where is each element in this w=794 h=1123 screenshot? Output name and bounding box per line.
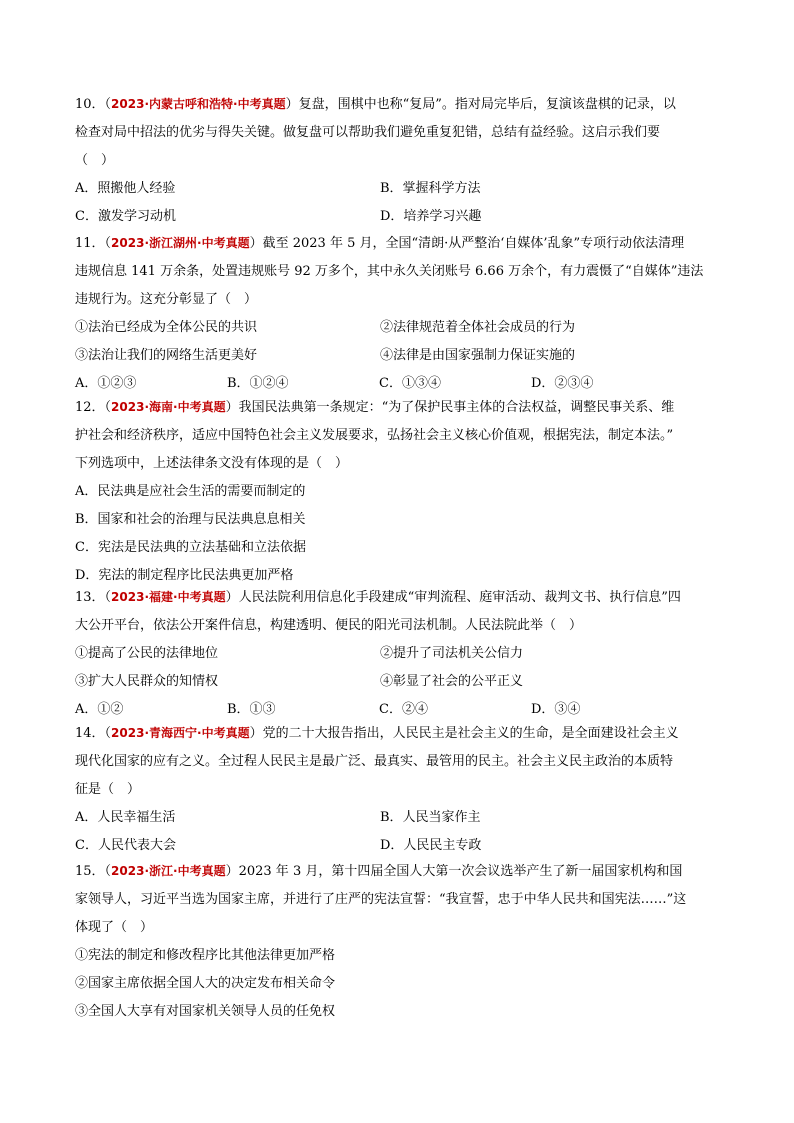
option-d: D．培养学习兴趣 [380,209,482,224]
option-b: B．国家和社会的治理与民法典息息相关 [75,512,306,527]
question-stem-line: 检查对局中招法的优劣与得失关键。做复盘可以帮助我们避免重复犯错，总结有益经验。这启示我们要 [75,125,661,140]
question-14 [75,719,725,860]
question-number: 14．（ [75,726,112,741]
question-10 [75,90,725,231]
option-a: A．民法典是应社会生活的需要而制定的 [75,484,306,499]
option-d: D．③④ [531,702,581,717]
question-stem-line: 大公开平台，依法公开案件信息，构建透明、便民的阳光司法机制。人民法院此举（ ） [75,618,583,633]
question-stem-line: 征是（ ） [75,782,141,797]
question-stem-line: （ ） [75,153,115,168]
statement-4: ④彰显了社会的公平正义 [380,674,524,689]
question-stem-line: 下列选项中，上述法律条文没有体现的是（ ） [75,456,349,471]
statement-2: ②国家主席依据全国人大的决定发布相关命令 [75,976,336,991]
option-b: B．掌握科学方法 [380,181,481,196]
statement-4: ④法律是由国家强制力保证实施的 [380,348,576,363]
statements-row [75,640,725,668]
question-stem-line: 14．（2023·青海西宁·中考真题）党的二十大报告指出，人民民主是社会主义的生命，是全面建设社会主义 [75,726,679,741]
question-source: 2023·海南·中考真题 [111,400,226,414]
question-source: 2023·福建·中考真题 [111,590,226,604]
question-number: 13．（ [75,590,112,605]
question-stem-line: 违规行为。这充分彰显了（ ） [75,292,258,307]
question-stem-line: 10．（2023·内蒙古呼和浩特·中考真题）复盘，围棋中也称“复局”。指对局完毕后，复演该盘棋的记录，以 [75,97,676,112]
option-b: B．①③ [227,702,276,717]
question-stem-line: 15．（2023·浙江·中考真题）2023 年 3 月，第十四届全国人大第一次会议选举产生了新一届国家机构和国 [75,864,683,879]
option-d: D．人民民主专政 [380,838,482,853]
question-source: 2023·青海西宁·中考真题 [111,726,250,740]
option-c: C．①③④ [379,376,441,391]
statements-row [75,668,725,696]
question-15 [75,857,725,1026]
question-stem-line: 违规信息 141 万余条，处置违规账号 92 万多个，其中永久关闭账号 6.66 万余个，有力震慑了“自媒体”违法 [75,264,704,279]
question-12 [75,393,725,590]
option-c: C．②④ [379,702,428,717]
question-stem-line: 家领导人，习近平当选为国家主席，并进行了庄严的宪法宣誓：“我宣誓，忠于中华人民共和国宪法……”这 [75,892,687,907]
options-row [75,175,725,203]
option-d: D．宪法的制定程序比民法典更加严格 [75,568,294,583]
question-stem-line: 11．（2023·浙江湖州·中考真题）截至 2023 年 5 月，全国“清朗·从严整治‘自媒体’乱象”专项行动依法清理 [75,236,685,251]
options-row [75,832,725,860]
option-d: D．②③④ [531,376,594,391]
option-b: B．人民当家作主 [380,810,481,825]
question-11 [75,229,725,398]
statement-1: ①宪法的制定和修改程序比其他法律更加严格 [75,948,336,963]
option-a: A．①②③ [75,376,137,391]
statements-row [75,342,725,370]
statement-3: ③全国人大享有对国家机关领导人员的任免权 [75,1004,336,1019]
option-a: A．①② [75,702,124,717]
question-stem-line: 12．（2023·海南·中考真题）我国民法典第一条规定：“为了保护民事主体的合法权益，调整民事关系、维 [75,400,675,415]
option-a: A．照搬他人经验 [75,181,176,196]
question-number: 15．（ [75,864,112,879]
question-source: 2023·内蒙古呼和浩特·中考真题 [111,97,286,111]
options-row [75,203,725,231]
option-c: C．宪法是民法典的立法基础和立法依据 [75,540,306,555]
statement-3: ③扩大人民群众的知情权 [75,674,219,689]
statement-1: ①提高了公民的法律地位 [75,646,219,661]
option-a: A．人民幸福生活 [75,810,176,825]
statement-2: ②提升了司法机关公信力 [380,646,524,661]
statements-row [75,314,725,342]
question-stem-line: 体现了（ ） [75,920,154,935]
question-13 [75,583,725,724]
options-row [75,804,725,832]
question-stem-line: 现代化国家的应有之义。全过程人民民主是最广泛、最真实、最管用的民主。社会主义民主政治的本质特 [75,754,674,769]
option-c: C．激发学习动机 [75,209,176,224]
question-number: 11．（ [75,236,112,251]
option-c: C．人民代表大会 [75,838,176,853]
statement-3: ③法治让我们的网络生活更美好 [75,348,258,363]
question-stem-line: 护社会和经济秩序，适应中国特色社会主义发展要求，弘扬社会主义核心价值观，根据宪法，制定本法。” [75,428,674,443]
option-b: B．①②④ [227,376,289,391]
question-number: 12．（ [75,400,112,415]
question-number: 10．（ [75,97,112,112]
question-source: 2023·浙江湖州·中考真题 [111,236,250,250]
statement-2: ②法律规范着全体社会成员的行为 [380,320,576,335]
question-source: 2023·浙江·中考真题 [111,864,226,878]
question-stem-line: 13．（2023·福建·中考真题）人民法院利用信息化手段建成“审判流程、庭审活动、裁判文书、执行信息”四 [75,590,681,605]
statement-1: ①法治已经成为全体公民的共识 [75,320,258,335]
